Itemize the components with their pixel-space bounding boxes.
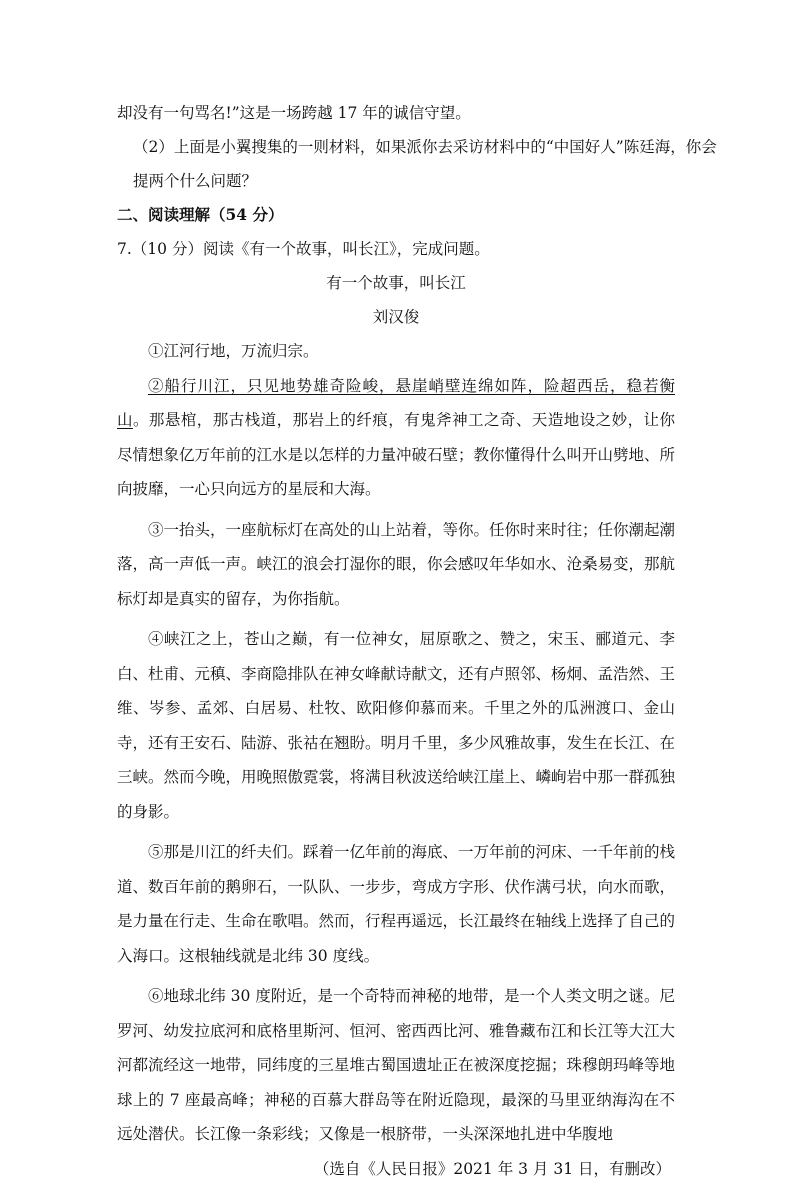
paragraph-5: ⑤那是川江的纤夫们。踩着一亿年前的海底、一万年前的河床、一千年前的栈道、数百年前的鹅卵石，一队队、一步步，弯成方字形、伏作满弓状，向水而歌，是力量在行走、生命在歌唱。然而，行程再遥远，长江最终在轴线上选择了自己的入海口。这根轴线就是北纬 30 度线。 xyxy=(117,843,676,965)
source-citation: （选自《人民日报》2021 年 3 月 31 日，有删改） xyxy=(313,1159,671,1178)
paragraph-3: ③一抬头，一座航标灯在高处的山上站着，等你。任你时来时往；任你潮起潮落，高一声低一声。峡江的浪会打湿你的眼，你会感叹年华如水、沧桑易变，那航标灯却是真实的留存，为你指航。 xyxy=(117,520,676,608)
paragraph-1: ①江河行地，万流归宗。 xyxy=(148,342,319,360)
question-2-line-1: （2）上面是小翼搜集的一则材料，如果派你去采访材料中的“中国好人”陈廷海，你会 xyxy=(133,138,717,156)
paragraph-2 xyxy=(117,369,675,507)
article-author: 刘汉俊 xyxy=(372,308,420,326)
question-7-prompt: 7.（10 分）阅读《有一个故事，叫长江》，完成问题。 xyxy=(117,240,490,258)
paragraph-2-underlined-sentence: ②船行川江，只见地势雄奇险峻，悬崖峭壁连绵如阵，险超西岳，稳若衡山 xyxy=(117,376,675,429)
article-title: 有一个故事，叫长江 xyxy=(326,274,466,292)
paragraph-6: ⑥地球北纬 30 度附近，是一个奇特而神秘的地带，是一个人类文明之谜。尼罗河、幼发拉底河和底格里斯河、恒河、密西西比河、雅鲁藏布江和长江等大江大河都流经这一地带，同纬度的三星堆古蜀国遗址正在被深度挖掘；珠穆朗玛峰等地球上的 7 座最高峰；神秘的百慕大群岛等在附近隐现，最深的马里亚纳海沟在不远处潜伏。长江像一条彩线；又像是一根脐带，一头深深地扎进中华腹地 xyxy=(117,987,676,1143)
section-heading: 二、阅读理解（54 分） xyxy=(117,205,284,224)
paragraph-4: ④峡江之上，苍山之巅，有一位神女，屈原歌之、赞之，宋玉、郦道元、李白、杜甫、元稹、李商隐排队在神女峰献诗献文，还有卢照邻、杨炯、孟浩然、王维、岑参、孟郊、白居易、杜牧、欧阳修仰慕而来。千里之外的瓜洲渡口、金山寺，还有王安石、陆游、张祜在翘盼。明月千里，多少风雅故事，发生在长江、在三峡。然而今晚，用晚照傲霓裳，将满目秋波送给峡江崖上、嶙峋岩中那一群孤独的身影。 xyxy=(117,630,676,821)
paragraph-2-rest: 。那悬棺，那古栈道，那岩上的纤痕，有鬼斧神工之奇、天造地设之妙，让你尽情想象亿万年前的江水是以怎样的力量冲破石壁；教你懂得什么叫开山劈地、所向披靡，一心只向远方的星辰和大海。 xyxy=(117,411,676,498)
page-content xyxy=(117,96,717,1186)
continued-text-line: 却没有一句骂名!”这是一场跨越 17 年的诚信守望。 xyxy=(117,104,471,122)
question-2-line-2: 提两个什么问题？ xyxy=(133,172,258,190)
